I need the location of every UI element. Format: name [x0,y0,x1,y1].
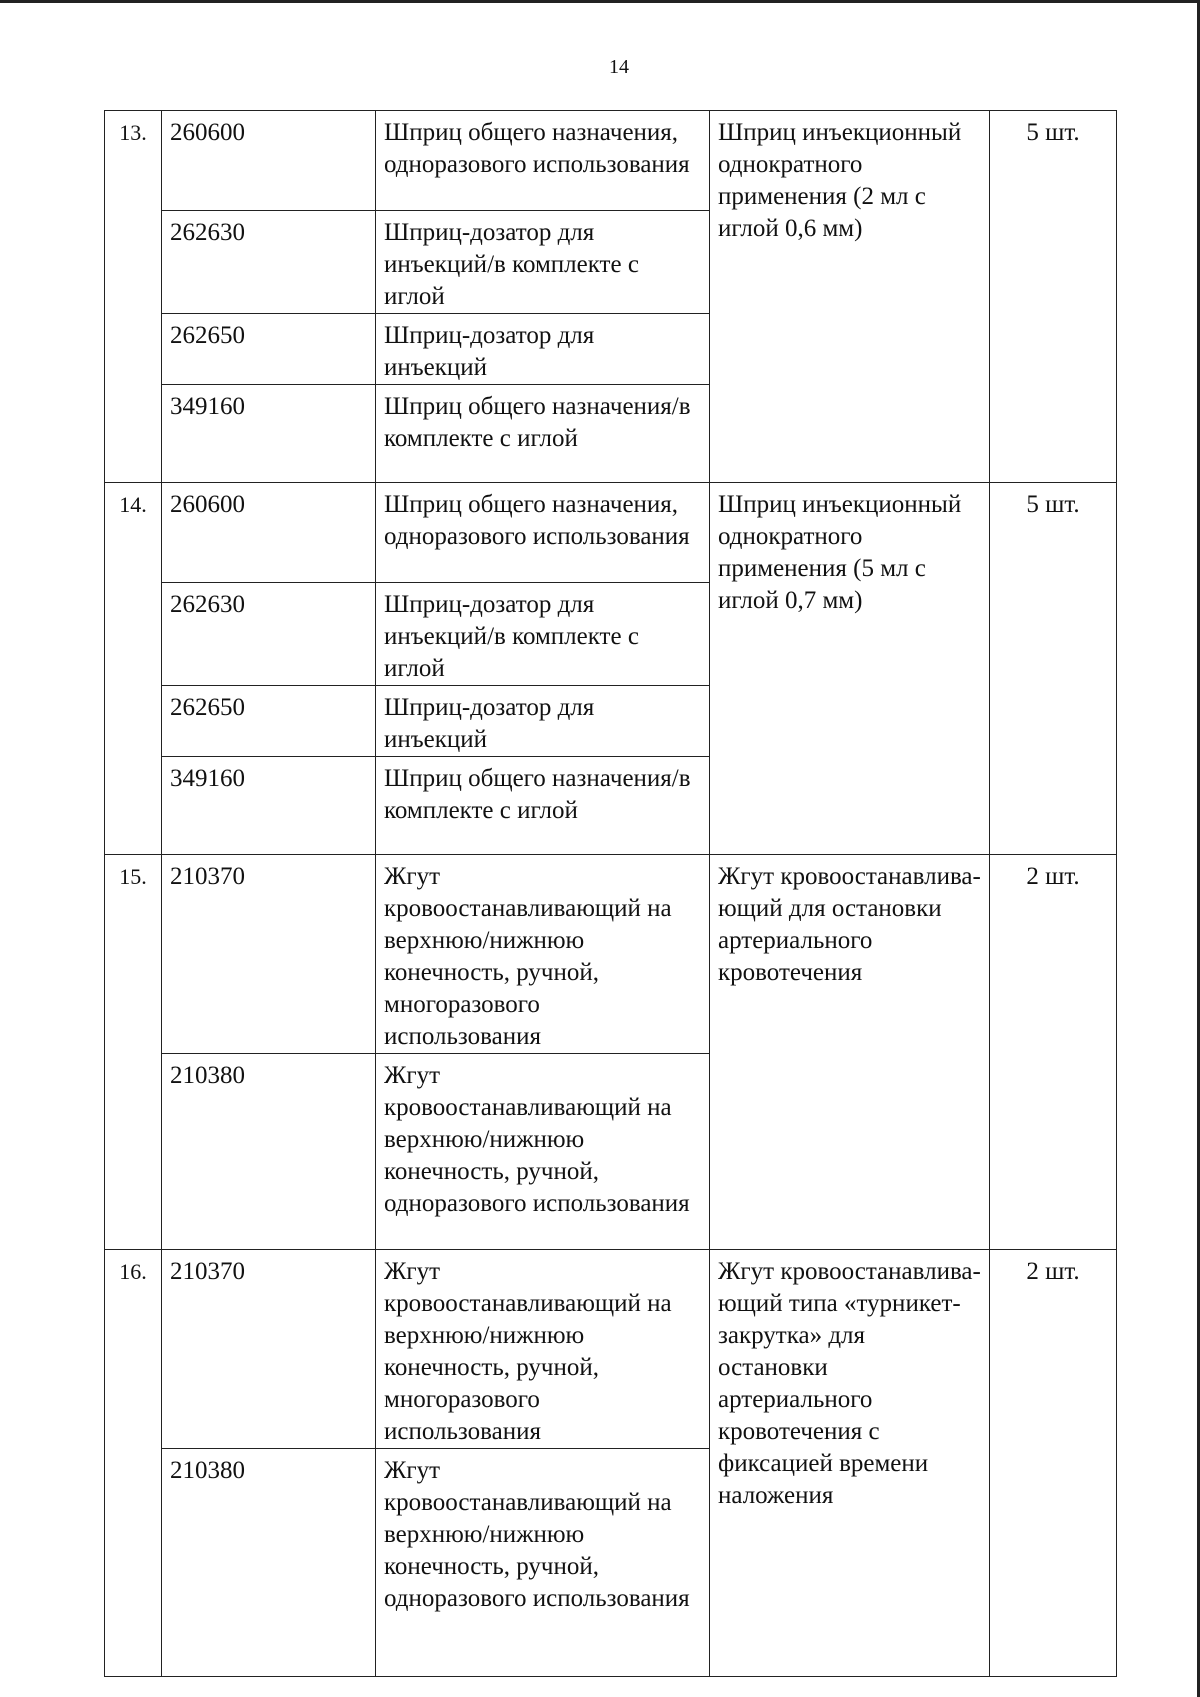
item-description: Шприц-дозатор для инъекций [376,686,710,757]
item-number: 16. [105,1250,162,1677]
item-description: Шприц-дозатор для инъекций/в комплекте с иглой [376,583,710,686]
item-quantity: 5 шт. [990,483,1117,855]
item-code: 210380 [162,1449,376,1677]
item-code: 210380 [162,1054,376,1250]
item-description: Жгут кровоостанавливающий на верхнюю/нижнюю конечность, ручной, одноразового использования [376,1449,710,1677]
item-code: 262630 [162,583,376,686]
table-row [105,1250,1117,1449]
item-description: Шприц-дозатор для инъекций/в комплекте с иглой [376,211,710,314]
item-description: Жгут кровоостанавливающий на верхнюю/нижнюю конечность, ручной, многоразового использования [376,855,710,1054]
item-description: Шприц общего назначения, одноразового использования [376,483,710,583]
item-spec: Шприц инъекционный однократного применения (5 мл с иглой 0,7 мм) [710,483,990,855]
item-code: 260600 [162,111,376,211]
item-description: Шприц общего назначения/в комплекте с иглой [376,757,710,855]
item-quantity: 2 шт. [990,1250,1117,1677]
item-code: 349160 [162,385,376,483]
item-code: 262630 [162,211,376,314]
item-description: Шприц общего назначения/в комплекте с иглой [376,385,710,483]
item-description: Жгут кровоостанавливающий на верхнюю/нижнюю конечность, ручной, многоразового использования [376,1250,710,1449]
table-row [105,855,1117,1054]
item-quantity: 2 шт. [990,855,1117,1250]
page-number: 14 [609,56,629,78]
item-number: 14. [105,483,162,855]
item-code: 349160 [162,757,376,855]
item-code: 260600 [162,483,376,583]
item-spec: Жгут кровоостанавлива-ющий для остановки артериального кровотечения [710,855,990,1250]
item-number: 13. [105,111,162,483]
item-code: 210370 [162,1250,376,1449]
item-description: Шприц общего назначения, одноразового использования [376,111,710,211]
item-spec: Жгут кровоостанавлива-ющий типа «турникет-закрутка» для остановки артериального кровотечения с фиксацией времени наложения [710,1250,990,1677]
table-row [105,111,1117,211]
item-number: 15. [105,855,162,1250]
item-description: Шприц-дозатор для инъекций [376,314,710,385]
item-spec: Шприц инъекционный однократного применения (2 мл с иглой 0,6 мм) [710,111,990,483]
table-row [105,483,1117,583]
item-code: 262650 [162,314,376,385]
item-code: 210370 [162,855,376,1054]
item-description: Жгут кровоостанавливающий на верхнюю/нижнюю конечность, ручной, одноразового использования [376,1054,710,1250]
item-quantity: 5 шт. [990,111,1117,483]
equipment-table [104,110,1117,1677]
item-code: 262650 [162,686,376,757]
scan-edge-top [0,0,1200,3]
